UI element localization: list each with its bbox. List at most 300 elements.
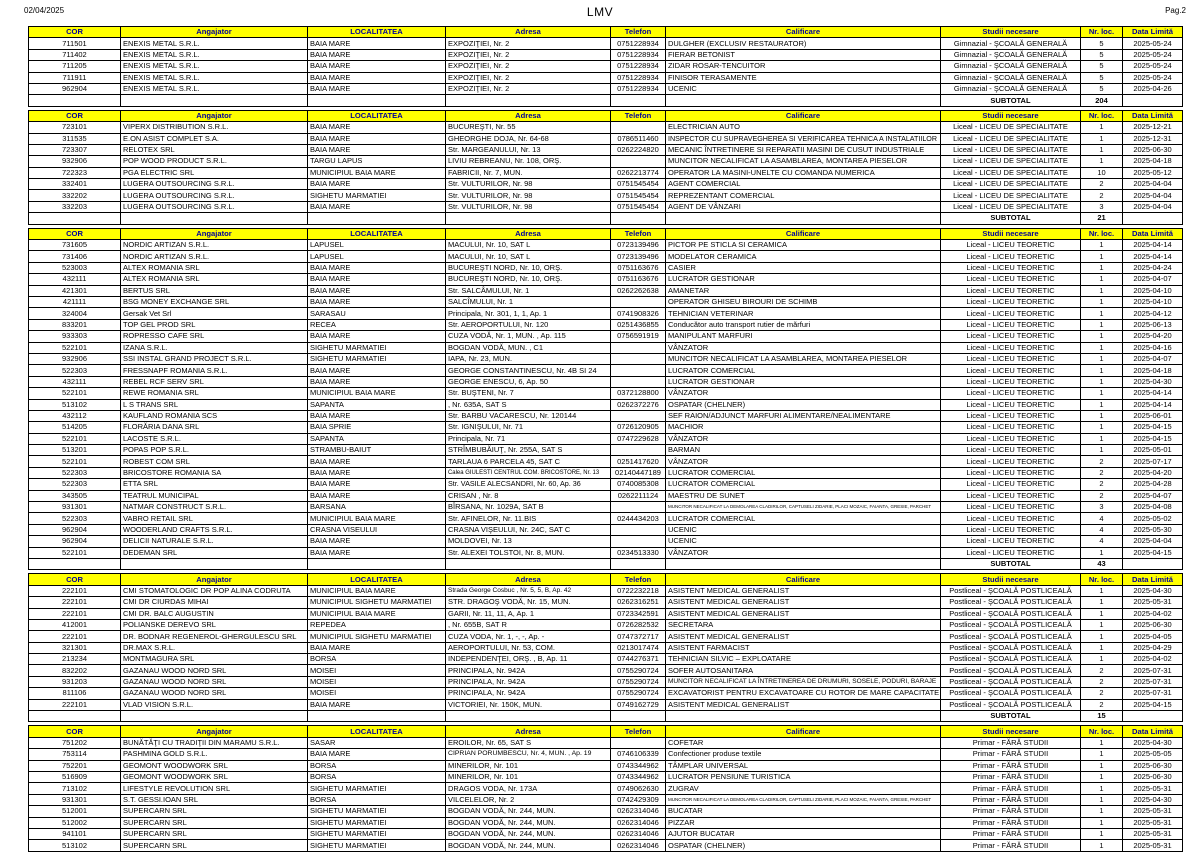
table-row — [29, 445, 1183, 456]
cell-data-limita: 2025-04-14 — [1123, 251, 1183, 262]
cell-calificare: MANIPULANT MARFURI — [666, 331, 941, 342]
cell-telefon: 0755290724 — [611, 676, 666, 687]
column-header-angajator: Angajator — [121, 27, 308, 38]
cell-cor: 752201 — [29, 760, 121, 771]
cell-angajator: DR. BODNAR REGENEROL-GHERGULESCU SRL — [121, 631, 308, 642]
cell-data-limita: 2025-05-24 — [1123, 61, 1183, 72]
cell-angajator: GAZANAU WOOD NORD SRL — [121, 665, 308, 676]
cell-data-limita: 2025-05-31 — [1123, 840, 1183, 851]
cell-cor: 731605 — [29, 240, 121, 251]
table-row — [29, 422, 1183, 433]
empty-cell — [446, 213, 611, 224]
column-header-nr-loc: Nr. loc. — [1081, 574, 1123, 585]
cell-cor: 332202 — [29, 190, 121, 201]
cell-telefon: 0751228934 — [611, 49, 666, 60]
table-row — [29, 133, 1183, 144]
cell-adresa: BUCUREŞTI NORD, Nr. 10, ORŞ. — [446, 274, 611, 285]
cell-cor: 512002 — [29, 817, 121, 828]
cell-telefon: 0723139496 — [611, 240, 666, 251]
cell-cor: 311535 — [29, 133, 121, 144]
cell-calificare: MECANIC ÎNTRETINERE SI REPARATII MASINI DE CUSUT INDUSTRIALE — [666, 144, 941, 155]
cell-data-limita: 2025-04-07 — [1123, 353, 1183, 364]
cell-localitatea: MOISEI — [308, 665, 446, 676]
cell-adresa: Str. VULTURILOR, Nr. 98 — [446, 179, 611, 190]
table-row — [29, 597, 1183, 608]
column-header-localitatea: LOCALITATEA — [308, 228, 446, 239]
cell-cor: 753114 — [29, 749, 121, 760]
cell-calificare: PIZZAR — [666, 817, 941, 828]
empty-cell — [121, 711, 308, 722]
cell-data-limita: 2025-05-12 — [1123, 167, 1183, 178]
cell-nr-loc: 1 — [1081, 794, 1123, 805]
cell-cor: 711911 — [29, 72, 121, 83]
cell-adresa: Str. MARGEANULUI, Nr. 13 — [446, 144, 611, 155]
cell-cor: 332203 — [29, 201, 121, 212]
cell-localitatea: BAIA MARE — [308, 83, 446, 94]
cell-adresa: EXPOZIŢIEI, Nr. 2 — [446, 61, 611, 72]
cell-angajator: ETTA SRL — [121, 479, 308, 490]
table-row — [29, 772, 1183, 783]
cell-angajator: FLORĂRIA DANA SRL — [121, 422, 308, 433]
cell-studii-necesare: Liceal - LICEU TEORETIC — [941, 445, 1081, 456]
subtotal-row — [29, 711, 1183, 722]
cell-telefon: 0751228934 — [611, 83, 666, 94]
cell-cor: 522303 — [29, 365, 121, 376]
column-header-telefon: Telefon — [611, 228, 666, 239]
cell-angajator: GAZANAU WOOD NORD SRL — [121, 676, 308, 687]
table-row — [29, 585, 1183, 596]
report-date: 02/04/2025 — [24, 6, 65, 15]
cell-angajator: SUPERCARN SRL — [121, 840, 308, 851]
cell-angajator: POP WOOD PRODUCT S.R.L. — [121, 156, 308, 167]
empty-cell — [121, 558, 308, 569]
cell-localitatea: STRAMBU-BAIUT — [308, 445, 446, 456]
cell-studii-necesare: Gimnazial - ŞCOALĂ GENERALĂ — [941, 72, 1081, 83]
cell-adresa: TARLAUA 6 PARCELA 45, SAT C — [446, 456, 611, 467]
cell-studii-necesare: Liceal - LICEU TEORETIC — [941, 262, 1081, 273]
cell-adresa: Str. VASILE ALECSANDRI, Nr. 60, Ap. 36 — [446, 479, 611, 490]
cell-angajator: SUPERCARN SRL — [121, 806, 308, 817]
table-row — [29, 61, 1183, 72]
table-row — [29, 262, 1183, 273]
empty-cell — [446, 558, 611, 569]
page-header — [0, 0, 1200, 23]
cell-localitatea: BAIA MARE — [308, 72, 446, 83]
cell-angajator: ENEXIS METAL S.R.L. — [121, 83, 308, 94]
cell-calificare: MUNCITOR NECALIFICAT LA ASAMBLAREA, MONTAREA PIESELOR — [666, 353, 941, 364]
cell-localitatea: MOISEI — [308, 676, 446, 687]
cell-studii-necesare: Primar - FĂRĂ STUDII — [941, 817, 1081, 828]
cell-localitatea: SIGHETU MARMATIEI — [308, 342, 446, 353]
cell-telefon — [611, 353, 666, 364]
cell-adresa: BOGDAN VODĂ, Nr. 244, MUN. — [446, 817, 611, 828]
cell-cor: 421301 — [29, 285, 121, 296]
cell-cor: 522303 — [29, 513, 121, 524]
cell-angajator: WOODERLAND CRAFTS S.R.L. — [121, 524, 308, 535]
cell-cor: 933303 — [29, 331, 121, 342]
cell-localitatea: SIGHETU MARMATIEI — [308, 783, 446, 794]
cell-cor: 932906 — [29, 353, 121, 364]
cell-studii-necesare: Liceal - LICEU TEORETIC — [941, 353, 1081, 364]
cell-cor: 941101 — [29, 828, 121, 839]
cell-angajator: REWE ROMANIA SRL — [121, 388, 308, 399]
cell-studii-necesare: Primar - FĂRĂ STUDII — [941, 772, 1081, 783]
cell-localitatea: BAIA MARE — [308, 296, 446, 307]
table-row — [29, 840, 1183, 851]
cell-calificare: LUCRATOR COMERCIAL — [666, 513, 941, 524]
table-row — [29, 676, 1183, 687]
cell-studii-necesare: Liceal - LICEU TEORETIC — [941, 342, 1081, 353]
header-row — [29, 726, 1183, 737]
column-header-nr-loc: Nr. loc. — [1081, 110, 1123, 121]
cell-adresa: IAPA, Nr. 23, MUN. — [446, 353, 611, 364]
cell-angajator: PASHMINA GOLD S.R.L. — [121, 749, 308, 760]
cell-calificare: OPERATOR GHISEU BIROURI DE SCHIMB — [666, 296, 941, 307]
cell-studii-necesare: Liceal - LICEU TEORETIC — [941, 422, 1081, 433]
cell-calificare: SECRETARA — [666, 619, 941, 630]
cell-angajator: KAUFLAND ROMANIA SCS — [121, 410, 308, 421]
cell-angajator: ENEXIS METAL S.R.L. — [121, 49, 308, 60]
cell-nr-loc: 1 — [1081, 445, 1123, 456]
cell-nr-loc: 2 — [1081, 456, 1123, 467]
table-row — [29, 642, 1183, 653]
table-row — [29, 376, 1183, 387]
cell-telefon: 0262314046 — [611, 817, 666, 828]
cell-localitatea: BAIA MARE — [308, 376, 446, 387]
cell-cor: 513102 — [29, 840, 121, 851]
cell-data-limita: 2025-04-07 — [1123, 490, 1183, 501]
cell-data-limita: 2025-06-30 — [1123, 144, 1183, 155]
cell-studii-necesare: Liceal - LICEU TEORETIC — [941, 365, 1081, 376]
column-header-telefon: Telefon — [611, 110, 666, 121]
cell-data-limita: 2025-05-31 — [1123, 783, 1183, 794]
column-header-studii-necesare: Studii necesare — [941, 110, 1081, 121]
cell-cor: 522303 — [29, 467, 121, 478]
cell-localitatea: BAIA MARE — [308, 122, 446, 133]
table-row — [29, 828, 1183, 839]
cell-calificare: UCENIC — [666, 536, 941, 547]
cell-telefon: 0749162729 — [611, 699, 666, 710]
table-row — [29, 251, 1183, 262]
cell-localitatea: BAIA MARE — [308, 479, 446, 490]
table-row — [29, 806, 1183, 817]
cell-localitatea: BAIA MARE — [308, 490, 446, 501]
cell-adresa: Str. SALCÂMULUI, Nr. 1 — [446, 285, 611, 296]
cell-telefon: 0749062630 — [611, 783, 666, 794]
cell-studii-necesare: Liceal - LICEU DE SPECIALITATE — [941, 144, 1081, 155]
empty-cell — [611, 558, 666, 569]
table-row — [29, 760, 1183, 771]
empty-cell — [666, 558, 941, 569]
empty-cell — [308, 95, 446, 106]
column-header-telefon: Telefon — [611, 726, 666, 737]
subtotal-value: 204 — [1081, 95, 1123, 106]
cell-localitatea: BAIA MARE — [308, 410, 446, 421]
cell-adresa: Principala, Nr. 71 — [446, 433, 611, 444]
cell-studii-necesare: Postliceal - ŞCOALĂ POSTLICEALĂ — [941, 585, 1081, 596]
cell-studii-necesare: Liceal - LICEU TEORETIC — [941, 524, 1081, 535]
cell-adresa: Str. BUŞTENI, Nr. 7 — [446, 388, 611, 399]
table-row — [29, 83, 1183, 94]
cell-cor: 513201 — [29, 445, 121, 456]
cell-angajator: ROBEST COM SRL — [121, 456, 308, 467]
cell-angajator: IZANA S.R.L. — [121, 342, 308, 353]
subtotal-value: 43 — [1081, 558, 1123, 569]
cell-studii-necesare: Liceal - LICEU DE SPECIALITATE — [941, 179, 1081, 190]
cell-adresa: , Nr. 635A, SAT S — [446, 399, 611, 410]
table-row — [29, 410, 1183, 421]
cell-adresa: Str. VULTURILOR, Nr. 98 — [446, 201, 611, 212]
cell-calificare: LUCRATOR GESTIONAR — [666, 274, 941, 285]
cell-localitatea: BORSA — [308, 772, 446, 783]
cell-nr-loc: 1 — [1081, 342, 1123, 353]
cell-data-limita: 2025-12-21 — [1123, 122, 1183, 133]
cell-cor: 421111 — [29, 296, 121, 307]
cell-localitatea: BAIA MARE — [308, 274, 446, 285]
cell-calificare: OSPATAR (CHELNER) — [666, 840, 941, 851]
cell-telefon: 0262213774 — [611, 167, 666, 178]
empty-cell — [611, 213, 666, 224]
cell-angajator: NORDIC ARTIZAN S.R.L. — [121, 240, 308, 251]
empty-cell — [611, 95, 666, 106]
cell-studii-necesare: Liceal - LICEU TEORETIC — [941, 319, 1081, 330]
cell-adresa: EXPOZIŢIEI, Nr. 2 — [446, 83, 611, 94]
empty-cell — [29, 213, 121, 224]
cell-nr-loc: 2 — [1081, 467, 1123, 478]
cell-adresa: PRINCIPALA, Nr. 942A — [446, 665, 611, 676]
cell-telefon — [611, 156, 666, 167]
cell-cor: 523003 — [29, 262, 121, 273]
cell-cor: 713102 — [29, 783, 121, 794]
cell-angajator: DELICII NATURALE S.R.L. — [121, 536, 308, 547]
cell-localitatea: BAIA MARE — [308, 61, 446, 72]
subtotal-value: 15 — [1081, 711, 1123, 722]
cell-studii-necesare: Postliceal - ŞCOALĂ POSTLICEALĂ — [941, 608, 1081, 619]
cell-data-limita: 2025-04-20 — [1123, 331, 1183, 342]
cell-studii-necesare: Postliceal - ŞCOALĂ POSTLICEALĂ — [941, 642, 1081, 653]
cell-cor: 222101 — [29, 597, 121, 608]
job-table-section-1 — [28, 26, 1183, 107]
cell-calificare: TEHNICIAN SILVIC – EXPLOATARE — [666, 654, 941, 665]
table-row — [29, 479, 1183, 490]
table-row — [29, 179, 1183, 190]
cell-cor: 321301 — [29, 642, 121, 653]
cell-calificare: DULGHER (EXCLUSIV RESTAURATOR) — [666, 38, 941, 49]
cell-angajator: ENEXIS METAL S.R.L. — [121, 38, 308, 49]
cell-telefon: 0251436855 — [611, 319, 666, 330]
cell-telefon: 0723139496 — [611, 251, 666, 262]
job-tables — [28, 26, 1182, 852]
cell-studii-necesare: Liceal - LICEU TEORETIC — [941, 467, 1081, 478]
cell-data-limita: 2025-05-24 — [1123, 72, 1183, 83]
cell-calificare: COFETAR — [666, 737, 941, 748]
cell-adresa: CIPRIAN PORUMBESCU, Nr. 4, MUN. , Ap. 19 — [446, 749, 611, 760]
column-header-nr-loc: Nr. loc. — [1081, 228, 1123, 239]
cell-cor: 711501 — [29, 38, 121, 49]
cell-angajator: TOP GEL PROD SRL — [121, 319, 308, 330]
cell-nr-loc: 1 — [1081, 608, 1123, 619]
cell-telefon: 0262314046 — [611, 840, 666, 851]
cell-telefon: 0262211124 — [611, 490, 666, 501]
cell-nr-loc: 4 — [1081, 524, 1123, 535]
column-header-angajator: Angajator — [121, 228, 308, 239]
empty-cell — [446, 711, 611, 722]
table-row — [29, 688, 1183, 699]
page-title: LMV — [586, 5, 614, 19]
cell-angajator: GEOMONT WOODWORK SRL — [121, 772, 308, 783]
cell-studii-necesare: Liceal - LICEU TEORETIC — [941, 285, 1081, 296]
cell-angajator: SSI INSTAL GRAND PROJECT S.R.L. — [121, 353, 308, 364]
cell-studii-necesare: Primar - FĂRĂ STUDII — [941, 794, 1081, 805]
table-row — [29, 38, 1183, 49]
cell-nr-loc: 4 — [1081, 513, 1123, 524]
cell-calificare: LUCRATOR COMERCIAL — [666, 467, 941, 478]
cell-nr-loc: 5 — [1081, 83, 1123, 94]
cell-localitatea: BAIA MARE — [308, 749, 446, 760]
cell-calificare: AMANETAR — [666, 285, 941, 296]
table-row — [29, 399, 1183, 410]
subtotal-row — [29, 213, 1183, 224]
cell-angajator: LUGERA OUTSOURCING S.R.L. — [121, 179, 308, 190]
cell-cor: 222101 — [29, 631, 121, 642]
cell-calificare: MODELATOR CERAMICA — [666, 251, 941, 262]
cell-data-limita: 2025-04-29 — [1123, 642, 1183, 653]
cell-studii-necesare: Postliceal - ŞCOALĂ POSTLICEALĂ — [941, 597, 1081, 608]
cell-nr-loc: 1 — [1081, 783, 1123, 794]
cell-localitatea: BARSANA — [308, 502, 446, 513]
cell-localitatea: MUNICIPIUL SIGHETU MARMATIEI — [308, 631, 446, 642]
cell-telefon: 0751228934 — [611, 72, 666, 83]
cell-studii-necesare: Postliceal - ŞCOALĂ POSTLICEALĂ — [941, 699, 1081, 710]
cell-data-limita: 2025-04-15 — [1123, 547, 1183, 558]
cell-adresa: INDEPENDENŢEI, ORŞ. , B, Ap. 11 — [446, 654, 611, 665]
cell-telefon — [611, 365, 666, 376]
cell-data-limita: 2025-04-08 — [1123, 502, 1183, 513]
header-row — [29, 228, 1183, 239]
cell-calificare: UCENIC — [666, 524, 941, 535]
cell-calificare: MAESTRU DE SUNET — [666, 490, 941, 501]
cell-localitatea: BAIA MARE — [308, 456, 446, 467]
cell-localitatea: BAIA MARE — [308, 467, 446, 478]
table-row — [29, 49, 1183, 60]
column-header-cor: COR — [29, 27, 121, 38]
table-row — [29, 699, 1183, 710]
cell-studii-necesare: Liceal - LICEU TEORETIC — [941, 479, 1081, 490]
cell-nr-loc: 1 — [1081, 274, 1123, 285]
cell-studii-necesare: Liceal - LICEU TEORETIC — [941, 410, 1081, 421]
cell-angajator: CMI DR. BALC AUGUSTIN — [121, 608, 308, 619]
cell-telefon — [611, 342, 666, 353]
cell-nr-loc: 1 — [1081, 817, 1123, 828]
cell-data-limita: 2025-04-24 — [1123, 262, 1183, 273]
cell-adresa: PRINCIPALA, Nr. 942A — [446, 688, 611, 699]
cell-calificare: ZUGRAV — [666, 783, 941, 794]
cell-angajator: LUGERA OUTSOURCING S.R.L. — [121, 201, 308, 212]
cell-data-limita: 2025-04-16 — [1123, 342, 1183, 353]
cell-angajator: DEDEMAN SRL — [121, 547, 308, 558]
empty-cell — [308, 558, 446, 569]
cell-calificare: UCENIC — [666, 83, 941, 94]
job-table-section-4 — [28, 573, 1183, 722]
table-row — [29, 619, 1183, 630]
cell-calificare: ASISTENT MEDICAL GENERALIST — [666, 608, 941, 619]
cell-cor: 931203 — [29, 676, 121, 687]
cell-adresa: EXPOZIŢIEI, Nr. 2 — [446, 72, 611, 83]
cell-angajator: BUNĂTĂŢI CU TRADIŢII DIN MARAMU S.R.L. — [121, 737, 308, 748]
cell-nr-loc: 1 — [1081, 156, 1123, 167]
cell-data-limita: 2025-04-30 — [1123, 737, 1183, 748]
cell-data-limita: 2025-05-31 — [1123, 817, 1183, 828]
table-row — [29, 513, 1183, 524]
cell-cor: 432111 — [29, 376, 121, 387]
cell-calificare: BARMAN — [666, 445, 941, 456]
cell-nr-loc: 1 — [1081, 388, 1123, 399]
cell-angajator: PGA ELECTRIC SRL — [121, 167, 308, 178]
subtotal-row — [29, 95, 1183, 106]
cell-adresa: BUCUREŞTI, Nr. 55 — [446, 122, 611, 133]
cell-studii-necesare: Liceal - LICEU DE SPECIALITATE — [941, 133, 1081, 144]
empty-cell — [308, 711, 446, 722]
cell-data-limita: 2025-04-15 — [1123, 433, 1183, 444]
cell-data-limita: 2025-04-14 — [1123, 399, 1183, 410]
cell-cor: 432111 — [29, 274, 121, 285]
cell-adresa: Str. IGNIŞULUI, Nr. 71 — [446, 422, 611, 433]
cell-localitatea: BAIA SPRIE — [308, 422, 446, 433]
cell-calificare: PICTOR PE STICLA SI CERAMICA — [666, 240, 941, 251]
table-row — [29, 365, 1183, 376]
cell-telefon: 0751545454 — [611, 201, 666, 212]
cell-telefon: 0751545454 — [611, 179, 666, 190]
cell-angajator: VIPERX DISTRIBUTION S.R.L. — [121, 122, 308, 133]
cell-angajator: S.T. GESSI.IOAN SRL — [121, 794, 308, 805]
cell-localitatea: SIGHETU MARMATIEI — [308, 190, 446, 201]
cell-calificare: MUNCITOR NECALIFICAT LA DEMOLAREA CLADIRILOR, CAPTUSELI ZIDARIE, PLACI MOZAIC, FAIANTA, GRESIE, PARCHET — [666, 502, 941, 513]
empty-cell — [666, 95, 941, 106]
cell-data-limita: 2025-05-01 — [1123, 445, 1183, 456]
cell-nr-loc: 1 — [1081, 319, 1123, 330]
cell-cor: 332401 — [29, 179, 121, 190]
cell-cor: 522101 — [29, 547, 121, 558]
cell-data-limita: 2025-06-30 — [1123, 772, 1183, 783]
cell-adresa: Str. AEROPORTULUI, Nr. 120 — [446, 319, 611, 330]
cell-telefon: 0262314046 — [611, 828, 666, 839]
cell-nr-loc: 1 — [1081, 122, 1123, 133]
cell-adresa: PRINCIPALA, Nr. 942A — [446, 676, 611, 687]
cell-studii-necesare: Liceal - LICEU TEORETIC — [941, 240, 1081, 251]
column-header-cor: COR — [29, 726, 121, 737]
cell-cor: 522101 — [29, 388, 121, 399]
cell-studii-necesare: Liceal - LICEU TEORETIC — [941, 513, 1081, 524]
cell-nr-loc: 3 — [1081, 201, 1123, 212]
cell-angajator: LIFESTYLE REVOLUTION SRL — [121, 783, 308, 794]
cell-studii-necesare: Liceal - LICEU DE SPECIALITATE — [941, 122, 1081, 133]
column-header-cor: COR — [29, 574, 121, 585]
table-row — [29, 353, 1183, 364]
cell-calificare: INSPECTOR CU SUPRAVEGHEREA SI VERIFICAREA TEHNICA A INSTALATIILOR — [666, 133, 941, 144]
cell-telefon — [611, 410, 666, 421]
cell-angajator: LACOSTE S.R.L. — [121, 433, 308, 444]
cell-calificare: TEHNICIAN VETERINAR — [666, 308, 941, 319]
table-row — [29, 817, 1183, 828]
cell-nr-loc: 1 — [1081, 749, 1123, 760]
cell-calificare: ASISTENT MEDICAL GENERALIST — [666, 585, 941, 596]
cell-angajator: RELOTEX SRL — [121, 144, 308, 155]
cell-data-limita: 2025-07-31 — [1123, 676, 1183, 687]
cell-adresa: STRÎMBUBĂIUŢ, Nr. 255A, SAT S — [446, 445, 611, 456]
cell-localitatea: BAIA MARE — [308, 642, 446, 653]
table-row — [29, 274, 1183, 285]
column-header-calificare: Calificare — [666, 110, 941, 121]
